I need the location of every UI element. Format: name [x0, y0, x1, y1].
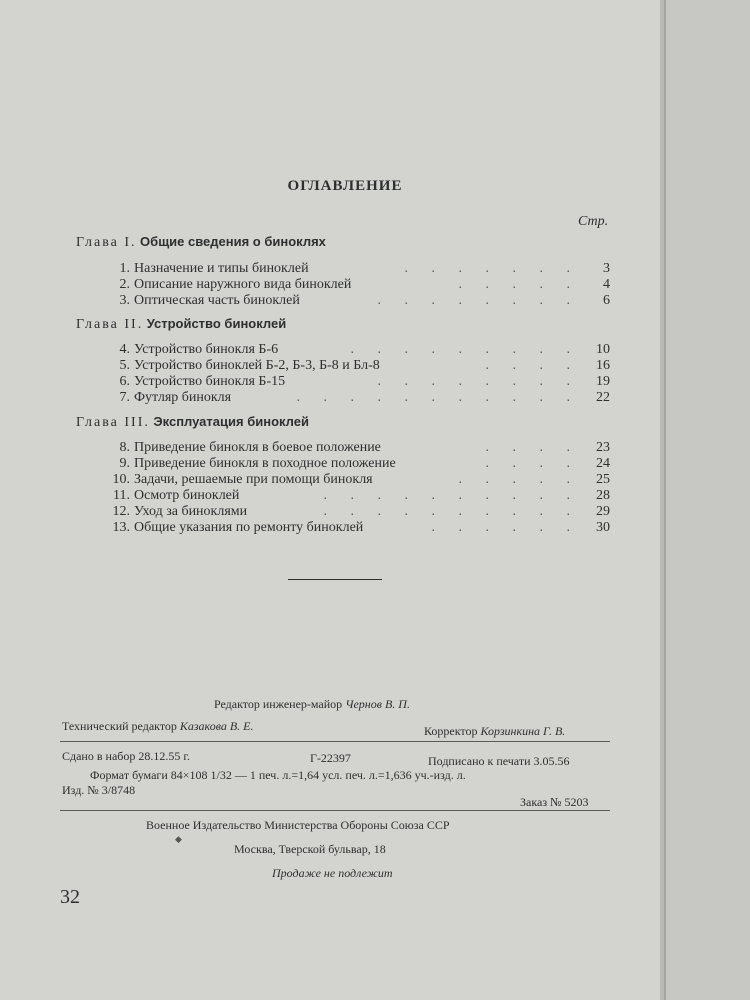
- publication-number: Изд. № 3/8748: [62, 783, 136, 797]
- toc-entry: [108, 520, 610, 536]
- toc-entry: [108, 456, 610, 472]
- sent-to-print: Сдано в набор 28.12.55 г.: [62, 749, 190, 763]
- chapter-prefix: Глава III.: [76, 415, 150, 430]
- toc-entry: [108, 277, 610, 293]
- imprint-editor: [214, 697, 410, 712]
- chapter-heading: [76, 316, 286, 333]
- chapter-title: Эксплуатация биноклей: [153, 414, 309, 429]
- toc-leader: . . . . . . . . .: [350, 342, 580, 357]
- corrector-label: Корректор: [424, 724, 478, 738]
- toc-leader: . . . . . . . .: [377, 293, 580, 308]
- toc-number: 4.: [119, 342, 130, 357]
- chapter-title: Устройство биноклей: [146, 316, 287, 331]
- chapter-prefix: Глава II.: [76, 317, 144, 332]
- toc-number: 10.: [112, 472, 130, 487]
- toc-page: 22: [596, 390, 610, 405]
- toc-page: 29: [596, 504, 610, 519]
- chapter-heading: [76, 234, 326, 251]
- tech-editor-label: Технический редактор: [62, 719, 177, 733]
- toc-leader: . . . .: [485, 358, 580, 373]
- print-mark: ◆: [175, 834, 182, 844]
- toc-number: 1.: [119, 261, 130, 276]
- toc-text: Приведение бинокля в походное положение: [134, 456, 396, 471]
- toc-text: Общие указания по ремонту биноклей: [134, 520, 364, 535]
- chapter-heading: [76, 414, 309, 431]
- toc-text: Устройство бинокля Б-6: [134, 342, 279, 357]
- imprint-code: Г-22397: [310, 751, 351, 765]
- corrector-name: Корзинкина Г. В.: [480, 724, 566, 738]
- publisher: Военное Издательство Министерства Обороны Союза ССР: [146, 818, 450, 832]
- toc-number: 8.: [119, 440, 130, 455]
- toc-entry: [108, 261, 610, 277]
- toc-leader: . . . . . .: [431, 520, 580, 535]
- toc-page: 16: [596, 358, 610, 373]
- imprint-divider: [60, 810, 610, 811]
- chapter-title: Общие сведения о биноклях: [140, 234, 326, 249]
- toc-text: Назначение и типы биноклей: [134, 261, 309, 276]
- toc-text: Приведение бинокля в боевое положение: [134, 440, 381, 455]
- chapter-prefix: Глава I.: [76, 235, 137, 250]
- toc-page: 6: [603, 293, 610, 308]
- imprint-divider: [60, 741, 610, 742]
- toc-text: Осмотр биноклей: [134, 488, 240, 503]
- not-for-sale-note: [272, 866, 393, 881]
- toc-entry: [108, 374, 610, 390]
- toc-text: Описание наружного вида биноклей: [134, 277, 352, 292]
- toc-page: 3: [603, 261, 610, 276]
- toc-text: Задачи, решаемые при помощи бинокля: [134, 472, 373, 487]
- section-divider: [288, 579, 382, 580]
- toc-entry: [108, 472, 610, 488]
- toc-number: 6.: [119, 374, 130, 389]
- toc-number: 5.: [119, 358, 130, 373]
- toc-number: 9.: [119, 456, 130, 471]
- page-column-label: Стр.: [578, 214, 609, 229]
- imprint-tech-editor: [62, 719, 254, 734]
- toc-entry: [108, 488, 610, 504]
- toc-entry: [108, 440, 610, 456]
- toc-number: 7.: [119, 390, 130, 405]
- toc-text: Устройство биноклей Б-2, Б-3, Б-8 и Бл-8: [134, 358, 380, 373]
- paper-format: Формат бумаги 84×108 1/32 — 1 печ. л.=1,64 усл. печ. л.=1,636 уч.-изд. л.: [90, 768, 466, 782]
- toc-leader: . . . . . . . .: [377, 374, 580, 389]
- toc-page: 19: [596, 374, 610, 389]
- toc-page: 10: [596, 342, 610, 357]
- toc-page: 30: [596, 520, 610, 535]
- toc-page: 23: [596, 440, 610, 455]
- toc-number: 13.: [112, 520, 130, 535]
- toc-page: 25: [596, 472, 610, 487]
- toc-entry: [108, 358, 610, 374]
- imprint-corrector: [424, 724, 565, 739]
- toc-number: 2.: [119, 277, 130, 292]
- editor-name: Чернов В. П.: [345, 697, 410, 711]
- toc-entry: [108, 342, 610, 358]
- page-number: 32: [60, 886, 80, 908]
- toc-leader: . . . . . . . . . .: [323, 504, 580, 519]
- toc-entry: [108, 293, 610, 309]
- toc-leader: . . . . . . . . . .: [323, 488, 580, 503]
- toc-leader: . . . . .: [458, 277, 580, 292]
- toc-number: 3.: [119, 293, 130, 308]
- toc-leader: . . . .: [485, 440, 580, 455]
- toc-entry: [108, 504, 610, 520]
- toc-entry: [108, 390, 610, 406]
- toc-leader: . . . . . . . . . . .: [296, 390, 580, 405]
- editor-label: Редактор инженер-майор: [214, 697, 343, 711]
- not-for-sale-text: Продаже не подлежит: [272, 866, 393, 880]
- page-title: ОГЛАВЛЕНИЕ: [287, 178, 403, 194]
- tech-editor-name: Казакова В. Е.: [179, 719, 254, 733]
- toc-page: 4: [603, 277, 610, 292]
- toc-leader: . . . . . . .: [404, 261, 580, 276]
- toc-text: Футляр бинокля: [134, 390, 232, 405]
- toc-text: Уход за биноклями: [134, 504, 248, 519]
- toc-leader: . . . .: [485, 456, 580, 471]
- toc-text: Оптическая часть биноклей: [134, 293, 300, 308]
- order-number: Заказ № 5203: [520, 795, 589, 809]
- publisher-address: Москва, Тверской бульвар, 18: [234, 842, 386, 856]
- toc-number: 11.: [113, 488, 130, 503]
- toc-text: Устройство бинокля Б-15: [134, 374, 286, 389]
- toc-leader: . . . . .: [458, 472, 580, 487]
- toc-page: 28: [596, 488, 610, 503]
- facing-page-edge: [664, 0, 750, 1000]
- signed-to-print: Подписано к печати 3.05.56: [428, 754, 570, 768]
- toc-number: 12.: [112, 504, 130, 519]
- toc-page: 24: [596, 456, 610, 471]
